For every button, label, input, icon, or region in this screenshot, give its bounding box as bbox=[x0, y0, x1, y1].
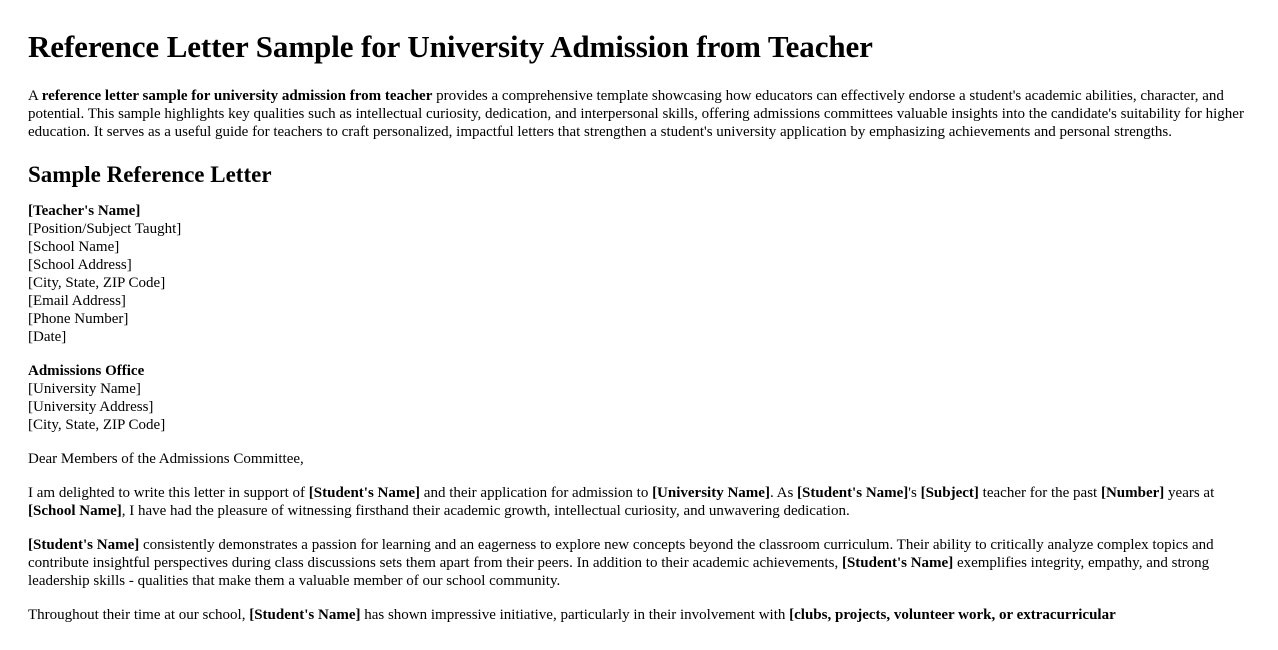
placeholder-student-name: [Student's Name] bbox=[841, 555, 954, 571]
letter-paragraph-1 bbox=[28, 484, 1250, 520]
recipient-city: [City, State, ZIP Code] bbox=[28, 417, 166, 433]
text: and their application for admission to bbox=[420, 485, 653, 501]
recipient-address-block bbox=[28, 362, 1250, 434]
sender-address-block bbox=[28, 202, 1250, 346]
text: consistently demonstrates a passion for learning and an eagerness to explore new concepts beyond the classroom curriculum. Their ability to critically analyze complex topics and contribute insightful perspectives during class discussions sets them apart from their peers. In addition to their academic achievements, bbox=[28, 537, 1214, 571]
intro-bold-phrase: reference letter sample for university admission from teacher bbox=[41, 88, 433, 104]
sender-date: [Date] bbox=[28, 329, 67, 345]
sender-phone: [Phone Number] bbox=[28, 311, 129, 327]
intro-text-post: provides a comprehensive template showcasing how educators can effectively endorse a student's academic abilities, character, and potential. This sample highlights key qualities such as intellectual curiosity, dedication, and interpersonal skills, offering admissions committees valuable insights into the candidate's suitability for higher education. It serves as a useful guide for teachers to craft personalized, impactful letters that strengthen a student's university application by emphasizing achievements and personal strengths. bbox=[28, 88, 1244, 140]
sender-address: [School Address] bbox=[28, 257, 132, 273]
sender-position: [Position/Subject Taught] bbox=[28, 221, 182, 237]
intro-paragraph bbox=[28, 87, 1250, 141]
text: teacher for the past bbox=[978, 485, 1101, 501]
text: years at bbox=[1164, 485, 1215, 501]
sender-email: [Email Address] bbox=[28, 293, 126, 309]
sender-name: [Teacher's Name] bbox=[28, 203, 141, 219]
recipient-office: Admissions Office bbox=[28, 363, 145, 379]
intro-text-pre: A bbox=[28, 88, 42, 104]
sender-school: [School Name] bbox=[28, 239, 120, 255]
placeholder-school-name: [School Name] bbox=[28, 503, 122, 519]
placeholder-activities: [clubs, projects, volunteer work, or extracurricular bbox=[789, 607, 1116, 623]
placeholder-student-name: [Student's Name] bbox=[797, 485, 909, 501]
recipient-address: [University Address] bbox=[28, 399, 154, 415]
placeholder-student-name: [Student's Name] bbox=[249, 607, 361, 623]
recipient-university: [University Name] bbox=[28, 381, 141, 397]
text: 's bbox=[908, 485, 921, 501]
text: exemplifies integrity, empathy, and strong leadership skills - qualities that make them a valuable member of our school community. bbox=[28, 555, 1210, 589]
text: I am delighted to write this letter in support of bbox=[28, 485, 309, 501]
letter-paragraph-3 bbox=[28, 606, 1250, 624]
placeholder-university-name: [University Name] bbox=[652, 485, 770, 501]
text: , I have had the pleasure of witnessing firsthand their academic growth, intellectual curiosity, and unwavering dedication. bbox=[121, 503, 850, 519]
letter-paragraph-2 bbox=[28, 536, 1250, 590]
text: has shown impressive initiative, particularly in their involvement with bbox=[360, 607, 790, 623]
text: Throughout their time at our school, bbox=[28, 607, 250, 623]
placeholder-number: [Number] bbox=[1100, 485, 1165, 501]
sender-city: [City, State, ZIP Code] bbox=[28, 275, 166, 291]
salutation: Dear Members of the Admissions Committee, bbox=[28, 451, 304, 467]
placeholder-student-name: [Student's Name] bbox=[308, 485, 421, 501]
section-title: Sample Reference Letter bbox=[28, 162, 272, 187]
placeholder-subject: [Subject] bbox=[920, 485, 979, 501]
placeholder-student-name: [Student's Name] bbox=[28, 537, 140, 553]
page-title: Reference Letter Sample for University Admission from Teacher bbox=[28, 29, 873, 64]
text: . As bbox=[769, 485, 798, 501]
